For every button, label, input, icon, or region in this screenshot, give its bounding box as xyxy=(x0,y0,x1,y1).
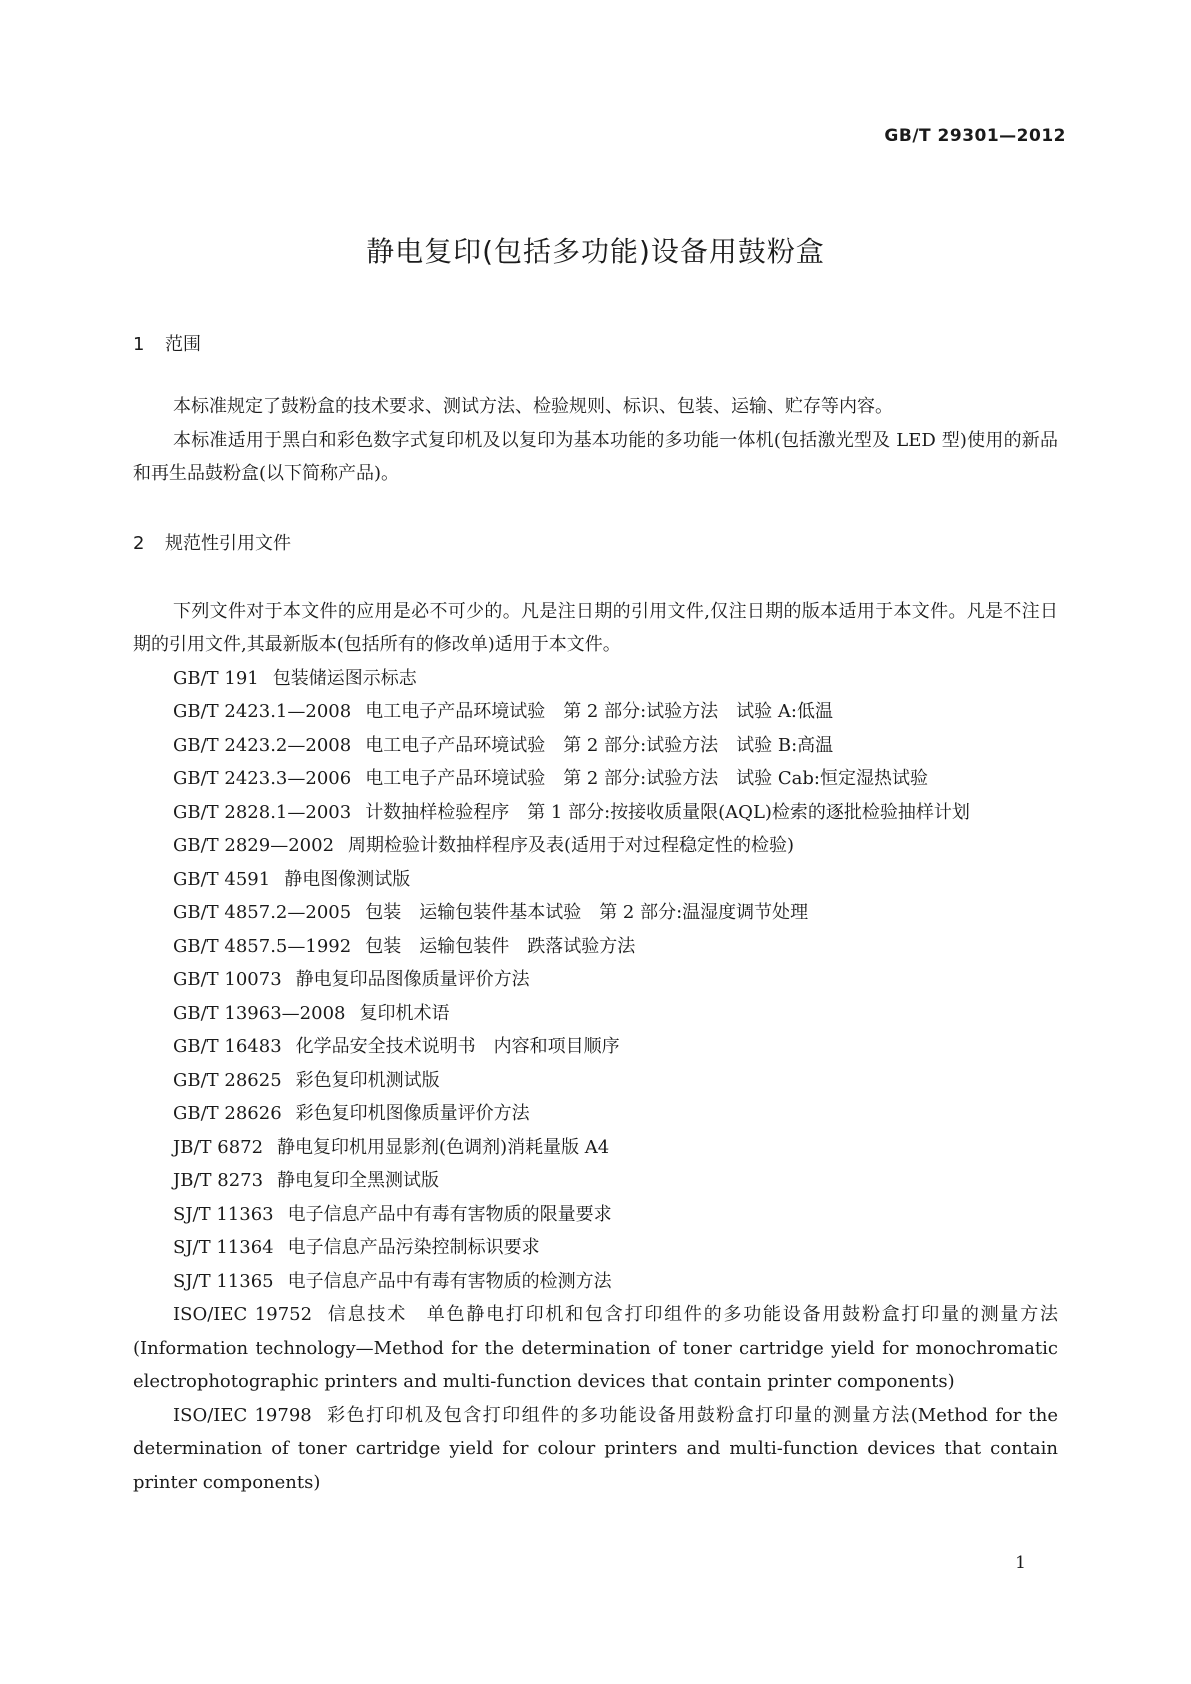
scope-paragraph: 本标准规定了鼓粉盒的技术要求、测试方法、检验规则、标识、包装、运输、贮存等内容。 xyxy=(173,396,893,417)
section-title: 规范性引用文件 xyxy=(165,532,291,554)
reference-item xyxy=(133,997,1058,1031)
reference-code: GB/T 191 xyxy=(173,667,259,689)
reference-item xyxy=(133,829,1058,863)
reference-title: 信息技术 单色静电打印机和包含打印组件的多功能设备用鼓粉盒打印量的测量方法(Information technology—Method for the determination of toner cartridge yield for monochromatic electrophotographic printers and multi-function devices that contain printer components) xyxy=(133,1304,1058,1392)
reference-title: 包装储运图示标志 xyxy=(272,667,417,689)
reference-code: GB/T 28626 xyxy=(173,1103,282,1124)
reference-title: 彩色复印机图像质量评价方法 xyxy=(295,1103,530,1124)
reference-code: GB/T 4857.2—2005 xyxy=(173,902,352,923)
reference-title: 电工电子产品环境试验 第 2 部分:试验方法 试验 B:高温 xyxy=(365,734,834,756)
reference-item xyxy=(133,662,1058,696)
reference-title: 电子信息产品中有毒有害物质的检测方法 xyxy=(287,1270,612,1292)
reference-item xyxy=(133,863,1058,897)
reference-item xyxy=(133,1164,1058,1198)
reference-title: 静电复印品图像质量评价方法 xyxy=(295,969,530,990)
reference-code: JB/T 8273 xyxy=(173,1170,264,1191)
reference-code: GB/T 4591 xyxy=(173,868,271,890)
reference-item xyxy=(133,1064,1058,1098)
reference-code: GB/T 28625 xyxy=(173,1069,282,1091)
reference-list xyxy=(133,662,1058,1500)
section-heading-scope xyxy=(133,330,1058,360)
reference-code: GB/T 2423.1—2008 xyxy=(173,701,352,722)
reference-item xyxy=(133,762,1058,796)
reference-code: JB/T 6872 xyxy=(173,1136,264,1158)
section-number: 1 xyxy=(133,334,145,355)
references-intro: 下列文件对于本文件的应用是必不可少的。凡是注日期的引用文件,仅注日期的版本适用于本文件。凡是不注日期的引用文件,其最新版本(包括所有的修改单)适用于本文件。 xyxy=(133,600,1058,655)
reference-item xyxy=(133,1198,1058,1232)
standard-number: GB/T 29301—2012 xyxy=(884,126,1066,146)
reference-title: 电工电子产品环境试验 第 2 部分:试验方法 试验 Cab:恒定湿热试验 xyxy=(365,768,928,789)
document-body xyxy=(133,330,1058,1499)
reference-title: 彩色复印机测试版 xyxy=(295,1069,440,1091)
reference-item xyxy=(133,729,1058,763)
section-number: 2 xyxy=(133,532,145,554)
reference-code: GB/T 2423.2—2008 xyxy=(173,734,352,756)
page-number: 1 xyxy=(1015,1553,1026,1573)
reference-code: SJ/T 11363 xyxy=(173,1203,274,1225)
reference-item xyxy=(133,1265,1058,1299)
reference-title: 包装 运输包装件 跌落试验方法 xyxy=(365,935,636,957)
document-title: 静电复印(包括多功能)设备用鼓粉盒 xyxy=(366,235,825,268)
section-title: 范围 xyxy=(165,334,201,355)
reference-title: 化学品安全技术说明书 内容和项目顺序 xyxy=(295,1036,620,1057)
reference-item xyxy=(133,1030,1058,1064)
reference-code: SJ/T 11365 xyxy=(173,1270,274,1292)
reference-item xyxy=(133,930,1058,964)
reference-code: GB/T 2828.1—2003 xyxy=(173,801,352,823)
reference-title: 电子信息产品中有毒有害物质的限量要求 xyxy=(287,1203,612,1225)
reference-title: 复印机术语 xyxy=(359,1002,450,1024)
reference-item xyxy=(133,1298,1058,1399)
reference-title: 静电复印机用显影剂(色调剂)消耗量版 A4 xyxy=(277,1136,610,1158)
reference-code: GB/T 10073 xyxy=(173,969,282,990)
section-heading-normative-references xyxy=(133,529,1058,559)
reference-item xyxy=(133,963,1058,997)
reference-title: 电子信息产品污染控制标识要求 xyxy=(287,1237,540,1258)
reference-code: GB/T 16483 xyxy=(173,1036,282,1057)
reference-title: 静电复印全黑测试版 xyxy=(277,1170,440,1191)
reference-code: GB/T 4857.5—1992 xyxy=(173,935,352,957)
reference-code: SJ/T 11364 xyxy=(173,1237,274,1258)
reference-title: 静电图像测试版 xyxy=(284,868,411,890)
reference-title: 电工电子产品环境试验 第 2 部分:试验方法 试验 A:低温 xyxy=(365,701,833,722)
reference-title: 彩色打印机及包含打印组件的多功能设备用鼓粉盒打印量的测量方法(Method for the determination of toner cartridge yield for colour printers and multi-function devices that contain printer components) xyxy=(133,1404,1058,1493)
reference-code: GB/T 13963—2008 xyxy=(173,1002,346,1024)
reference-title: 包装 运输包装件基本试验 第 2 部分:温湿度调节处理 xyxy=(365,902,809,923)
reference-item xyxy=(133,1399,1058,1500)
reference-title: 计数抽样检验程序 第 1 部分:按接收质量限(AQL)检索的逐批检验抽样计划 xyxy=(365,801,970,823)
scope-paragraph: 本标准适用于黑白和彩色数字式复印机及以复印为基本功能的多功能一体机(包括激光型及 LED 型)使用的新品和再生品鼓粉盒(以下简称产品)。 xyxy=(133,429,1058,484)
reference-item xyxy=(133,796,1058,830)
reference-code: GB/T 2829—2002 xyxy=(173,835,335,856)
reference-item xyxy=(133,695,1058,729)
reference-item xyxy=(133,1097,1058,1131)
reference-code: GB/T 2423.3—2006 xyxy=(173,768,352,789)
reference-item xyxy=(133,1131,1058,1165)
reference-item xyxy=(133,1231,1058,1265)
reference-title: 周期检验计数抽样程序及表(适用于对过程稳定性的检验) xyxy=(348,835,795,856)
reference-code: ISO/IEC 19798 xyxy=(173,1404,312,1426)
reference-item xyxy=(133,896,1058,930)
reference-code: ISO/IEC 19752 xyxy=(173,1304,313,1325)
